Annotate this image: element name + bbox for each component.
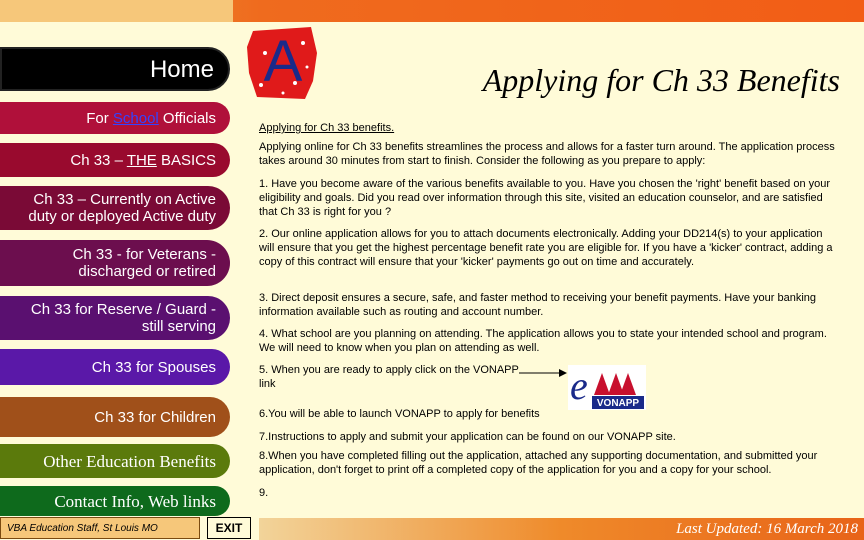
last-updated: Last Updated: 16 March 2018 — [676, 521, 858, 537]
svg-text:A: A — [263, 29, 303, 94]
nav-spouses-label: Ch 33 for Spouses — [91, 358, 216, 376]
content-item-6: 6.You will be able to launch VONAPP to apply for benefits — [259, 408, 540, 420]
exit-button[interactable]: EXIT — [207, 517, 251, 539]
svg-text:VONAPP: VONAPP — [596, 398, 640, 409]
top-banner-left — [0, 0, 233, 22]
content-item-4: 4. What school are you planning on attending. The application allows you to state your intended school and program. We will need to know when you plan on attending as well. — [259, 328, 827, 354]
content-item-9: 9. — [259, 487, 269, 499]
nav-reserve-guard-line2: still serving — [141, 318, 216, 335]
content-heading: Applying for Ch 33 benefits. — [259, 122, 395, 134]
nav-contact-info-label: Contact Info, Web links — [54, 491, 216, 511]
nav-active-duty-line1: Ch 33 – Currently on Active — [33, 191, 216, 208]
nav-children-label: Ch 33 for Children — [94, 408, 216, 426]
nav-active-duty[interactable] — [0, 186, 230, 230]
footer-bar — [259, 518, 864, 540]
arrow-icon — [519, 367, 567, 379]
nav-other-benefits-label: Other Education Benefits — [43, 451, 216, 471]
content-item-2: 2. Our online application allows for you to attach documents electronically. Adding your DD214(s) to your application will ensure that you get the highest percentage benefit rate you are eligible for. If you have a 'kicker' contract, adding a copy of this contract will ensure that your 'kicker' payments go out on time and accurately. — [259, 228, 833, 268]
nav-school-officials-label: For School Officials — [86, 109, 216, 127]
nav-active-duty-line2: duty or deployed Active duty — [28, 208, 216, 225]
nav-other-benefits[interactable] — [0, 444, 230, 478]
nav-veterans[interactable] — [0, 240, 230, 286]
page-title: Applying for Ch 33 Benefits — [482, 62, 840, 98]
content-item-1: 1. Have you become aware of the various benefits available to you. Have you chosen the 'right' benefit based on your eligibility and goals. Did you read over information through this site, visited an education counselor, and are satisfied that Ch 33 is right for you ? — [259, 178, 831, 218]
content-item-8: 8.When you have completed filling out the application, attached any supporting documentation, and submitted your application, don't forget to print off a completed copy of the application for you and a copy for your school. — [259, 450, 818, 476]
nav-contact-info[interactable] — [0, 486, 230, 516]
content-item-3: 3. Direct deposit ensures a secure, safe, and faster method to receiving your benefit payments. Have your banking information available such as routing and account number. — [259, 292, 817, 318]
nav-home[interactable] — [0, 47, 230, 91]
nav-veterans-line1: Ch 33 - for Veterans - — [72, 246, 216, 263]
nav-children[interactable] — [0, 397, 230, 437]
logo-icon — [243, 23, 321, 103]
content-item-7: 7.Instructions to apply and submit your application can be found on our VONAPP site. — [259, 431, 676, 443]
top-banner — [0, 0, 864, 22]
footer-staff: VBA Education Staff, St Louis MO — [0, 517, 200, 539]
nav-home-label: Home — [149, 55, 214, 83]
nav-reserve-guard-line1: Ch 33 for Reserve / Guard - — [30, 301, 216, 318]
nav-reserve-guard[interactable] — [0, 296, 230, 340]
nav-ch33-basics[interactable] — [0, 143, 230, 177]
content-intro: Applying online for Ch 33 benefits streamlines the process and allows for a faster turn around. The application process takes around 30 minutes from start to finish. Consider the following as you prepare to apply: — [259, 141, 835, 167]
nav-school-officials[interactable] — [0, 102, 230, 134]
nav-spouses[interactable] — [0, 349, 230, 385]
vonapp-link[interactable] — [568, 365, 646, 410]
nav-ch33-basics-label: Ch 33 – THE BASICS — [70, 151, 216, 169]
content-item-5: 5. When you are ready to apply click on the VONAPP link — [259, 364, 519, 390]
svg-text:e: e — [570, 365, 588, 408]
nav-veterans-line2: discharged or retired — [78, 263, 216, 280]
